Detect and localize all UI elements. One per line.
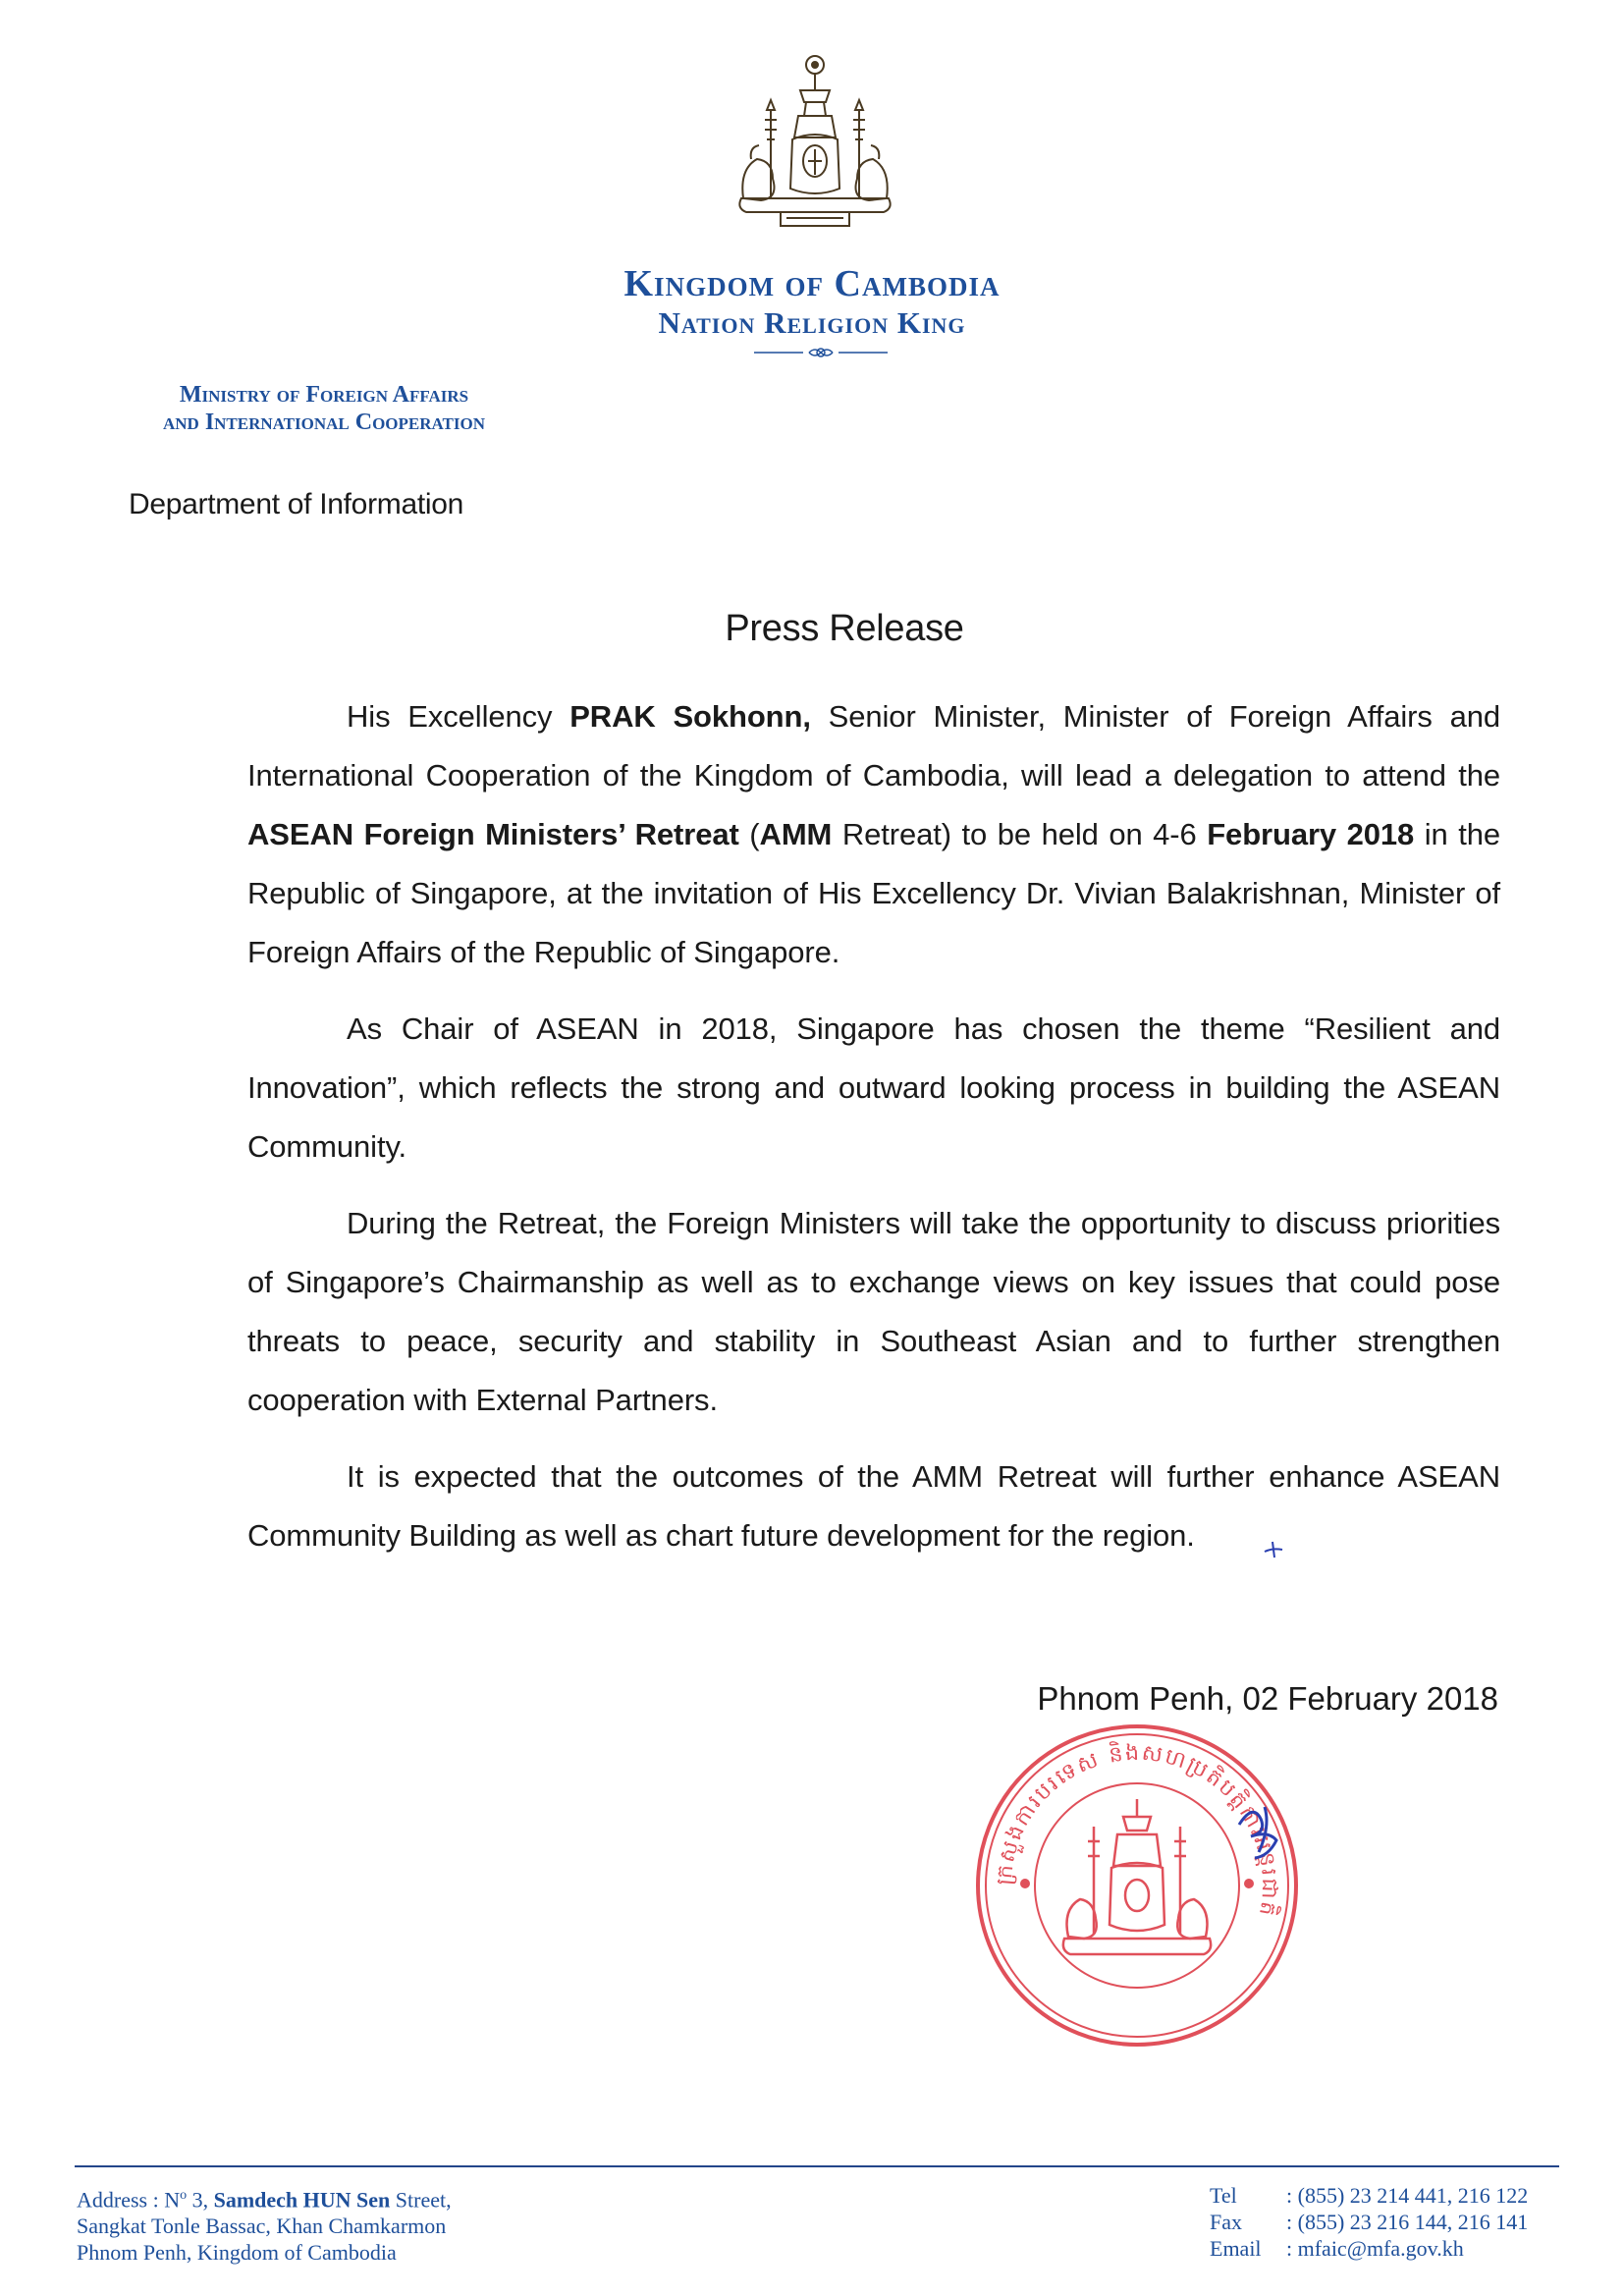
royal-emblem-icon — [722, 51, 908, 238]
signature-icon — [1229, 1797, 1290, 1866]
footer-contact — [1210, 2182, 1563, 2262]
department-name: Department of Information — [129, 488, 464, 520]
contact-email: Email : mfaic@mfa.gov.kh — [1210, 2236, 1464, 2261]
address-line-2: Sangkat Tonle Bassac, Khan Chamkarmon — [77, 2214, 447, 2239]
address-line-1: Address : $N^o$ 3, Samdech HUN Sen Street, — [77, 2187, 452, 2213]
pen-mark-icon — [1263, 1538, 1284, 1559]
address-line-3: Phnom Penh, Kingdom of Cambodia — [77, 2240, 397, 2266]
contact-fax: Fax : (855) 23 216 144, 216 141 — [1210, 2210, 1529, 2234]
official-seal-icon — [970, 1719, 1304, 2052]
press-release-body — [247, 687, 1500, 1583]
body-paragraph: His Excellency PRAK Sokhonn, Senior Minister, Minister of Foreign Affairs and International Cooperation of the Kingdom of Cambodia, will lead a delegation to attend the ASEAN Foreign Ministers’ Retreat (AMM Retreat) to be held on 4-6 February 2018 in the Republic of Singapore, at the invitation of His Excellency Dr. Vivian Balakrishnan, Minister of Foreign Affairs of the Republic of Singapore. — [247, 699, 1501, 969]
kingdom-title: Kingdom of Cambodia — [623, 263, 1001, 304]
body-paragraph: It is expected that the outcomes of the AMM Retreat will further enhance ASEAN Community Building as well as chart future development for the region. — [247, 1459, 1500, 1553]
flourish-divider-icon — [752, 345, 890, 360]
place-and-date: Phnom Penh, 02 February 2018 — [1037, 1680, 1498, 1717]
contact-tel: Tel : (855) 23 214 441, 216 122 — [1210, 2183, 1529, 2208]
ministry-name-line-1: Ministry of Foreign Affairs — [179, 382, 469, 408]
document-title: Press Release — [725, 608, 964, 649]
ministry-name-line-2: and International Cooperation — [162, 410, 485, 435]
footer-address — [77, 2182, 626, 2266]
seal-text: ក្រសួងការបរទេស និងសហប្រតិបត្តិការអន្តរជាតិ — [992, 1740, 1282, 1920]
body-paragraph: During the Retreat, the Foreign Ministers will take the opportunity to discuss priorities of Singapore’s Chairmanship as well as to exchange views on key issues that could pose threats to peace, security and stability in Southeast Asian and to further strengthen cooperation with External Partners. — [247, 1206, 1500, 1417]
footer-divider — [75, 2165, 1559, 2167]
kingdom-motto: Nation Religion King — [658, 305, 966, 340]
body-paragraph: As Chair of ASEAN in 2018, Singapore has chosen the theme “Resilient and Innovation”, which reflects the strong and outward looking process in building the ASEAN Community. — [247, 1011, 1500, 1164]
